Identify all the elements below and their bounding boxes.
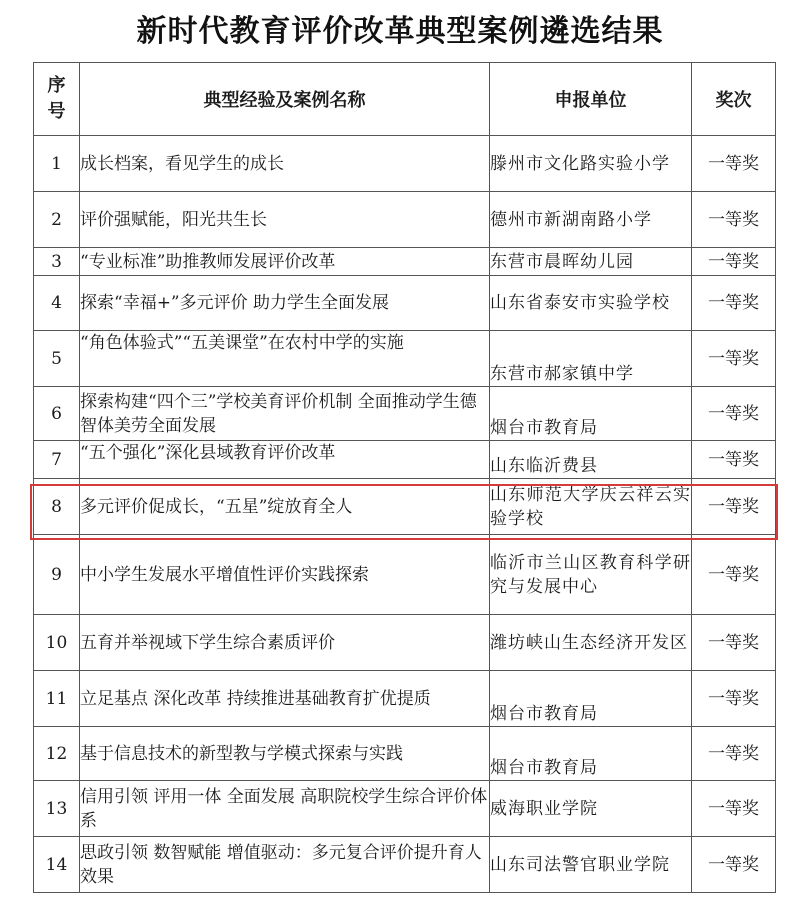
applicant-unit: 山东司法警官职业学院 [490,837,692,893]
case-name: 信用引领 评用一体 全面发展 高职院校学生综合评价体系 [80,781,490,837]
table-row [34,671,776,727]
row-no: 9 [34,535,80,615]
row-no: 13 [34,781,80,837]
applicant-unit: 滕州市文化路实验小学 [490,136,692,192]
award-level: 一等奖 [692,479,776,535]
applicant-unit: 威海职业学院 [490,781,692,837]
case-name: “五个强化”深化县域教育评价改革 [80,441,490,479]
applicant-unit: 烟台市教育局 [490,671,692,727]
award-level: 一等奖 [692,331,776,387]
table-row [34,615,776,671]
award-level: 一等奖 [692,441,776,479]
case-name: 五育并举视域下学生综合素质评价 [80,615,490,671]
row-no: 10 [34,615,80,671]
award-level: 一等奖 [692,136,776,192]
award-level: 一等奖 [692,276,776,331]
applicant-unit: 德州市新湖南路小学 [490,192,692,248]
award-level: 一等奖 [692,192,776,248]
row-no: 6 [34,387,80,441]
table-row [34,441,776,479]
case-name: 探索构建“四个三”学校美育评价机制 全面推动学生德智体美劳全面发展 [80,387,490,441]
applicant-unit: 烟台市教育局 [490,387,692,441]
award-level: 一等奖 [692,615,776,671]
applicant-unit: 潍坊峡山生态经济开发区 [490,615,692,671]
table-row [34,781,776,837]
case-name: 中小学生发展水平增值性评价实践探索 [80,535,490,615]
applicant-unit: 山东省泰安市实验学校 [490,276,692,331]
table-row [34,727,776,781]
row-no: 7 [34,441,80,479]
award-level: 一等奖 [692,837,776,893]
case-name: 成长档案，看见学生的成长 [80,136,490,192]
table-row [34,136,776,192]
award-level: 一等奖 [692,781,776,837]
page-title: 新时代教育评价改革典型案例遴选结果 [136,14,664,49]
case-name: 立足基点 深化改革 持续推进基础教育扩优提质 [80,671,490,727]
applicant-unit: 临沂市兰山区教育科学研究与发展中心 [490,535,692,615]
applicant-unit: 山东临沂费县 [490,441,692,479]
award-level: 一等奖 [692,671,776,727]
row-no: 4 [34,276,80,331]
header-unit: 申报单位 [490,63,692,136]
table-row [34,535,776,615]
row-no: 12 [34,727,80,781]
row-no: 5 [34,331,80,387]
row-no: 11 [34,671,80,727]
row-no: 2 [34,192,80,248]
row-no: 14 [34,837,80,893]
case-name: 探索“幸福+”多元评价 助力学生全面发展 [80,276,490,331]
case-name: 基于信息技术的新型教与学模式探索与实践 [80,727,490,781]
award-level: 一等奖 [692,248,776,276]
table-row [34,837,776,893]
table-row [34,331,776,387]
row-no: 1 [34,136,80,192]
table-row [34,479,776,535]
case-name: “角色体验式”“五美课堂”在农村中学的实施 [80,331,490,387]
applicant-unit: 东营市晨晖幼儿园 [490,248,692,276]
table-row [34,192,776,248]
header-no: 序 号 [34,63,80,136]
table-row [34,276,776,331]
award-level: 一等奖 [692,535,776,615]
case-name: 多元评价促成长，“五星”绽放育全人 [80,479,490,535]
case-name: “专业标准”助推教师发展评价改革 [80,248,490,276]
applicant-unit: 东营市郝家镇中学 [490,331,692,387]
applicant-unit: 山东师范大学庆云祥云实验学校 [490,479,692,535]
table-header-row [34,63,776,136]
row-no: 8 [34,479,80,535]
case-name: 评价强赋能，阳光共生长 [80,192,490,248]
table-row [34,248,776,276]
applicant-unit: 烟台市教育局 [490,727,692,781]
award-level: 一等奖 [692,727,776,781]
results-table [33,62,776,893]
table-row [34,387,776,441]
row-no: 3 [34,248,80,276]
header-award: 奖次 [692,63,776,136]
header-name: 典型经验及案例名称 [80,63,490,136]
case-name: 思政引领 数智赋能 增值驱动：多元复合评价提升育人效果 [80,837,490,893]
award-level: 一等奖 [692,387,776,441]
